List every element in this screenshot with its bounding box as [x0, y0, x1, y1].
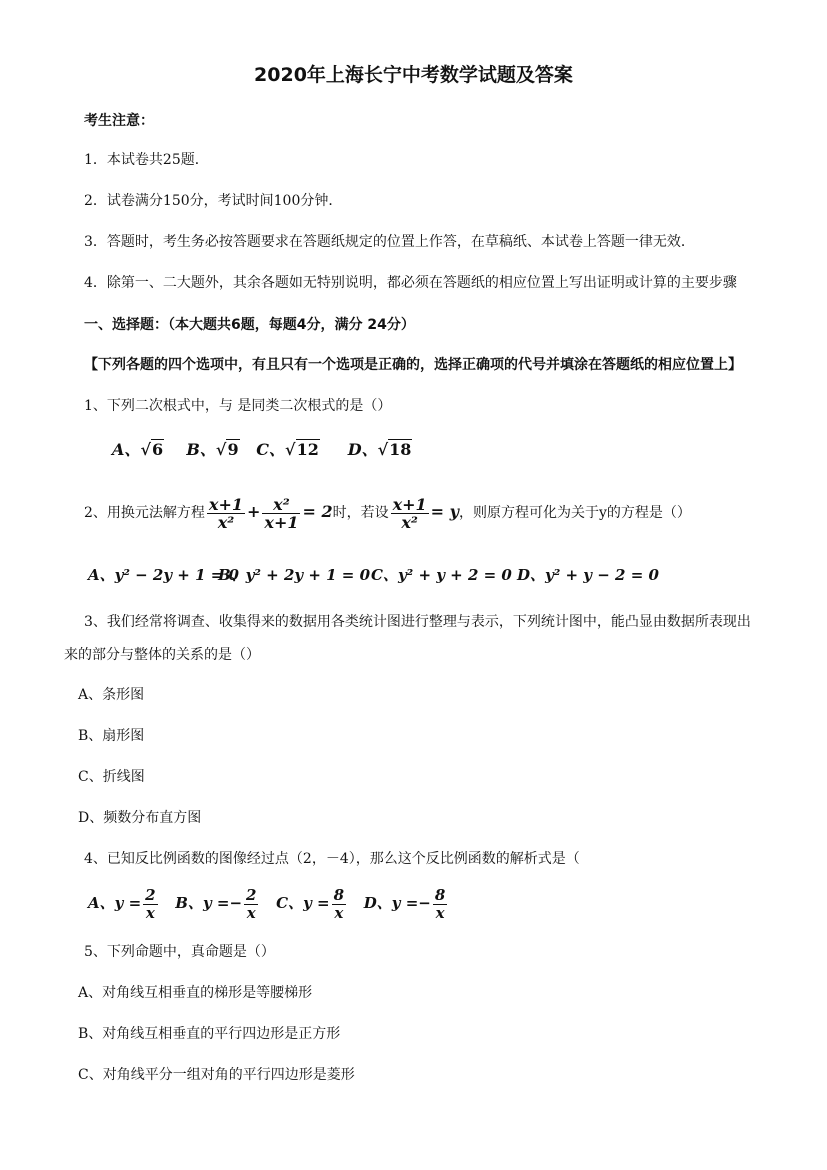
q4-option-d: D、y =− $\frac{8}{x}$	[363, 885, 446, 922]
q1-option-d: D、√18	[347, 440, 412, 459]
notice-4: 4．除第一、二大题外，其余各题如无特别说明，都必须在答题纸的相应位置上写出证明或计算的主要步骤	[84, 275, 737, 291]
q1-options	[112, 441, 412, 459]
notice-3: 3．答题时，考生务必按答题要求在答题纸规定的位置上作答，在草稿纸、本试卷上答题一律无效．	[84, 234, 695, 250]
notice-heading: 考生注意：	[84, 113, 154, 129]
page-title: 2020年上海长宁中考数学试题及答案	[254, 64, 573, 86]
q2-option-c: C、y² + y + 2 = 0	[371, 566, 512, 584]
q1-option-c: C、√12	[256, 440, 319, 459]
q3-option-d: D、频数分布直方图	[78, 810, 202, 826]
q4-stem: 4、已知反比例函数的图像经过点（2，－4），那么这个反比例函数的解析式是（	[84, 851, 580, 867]
q3-stem-line1: 3、我们经常将调查、收集得来的数据用各类统计图进行整理与表示，下列统计图中，能凸显由数据所表现出	[84, 614, 751, 630]
q5-option-c: C、对角线平分一组对角的平行四边形是菱形	[78, 1067, 355, 1083]
q2-stem: 2、用换元法解方程 $\frac{x+1}{\text{x²}}$ + $\frac{\text{x²}}{x+1}$ = 2时，若设 $\frac{x+1}{\text{x²}}$ = y，则原方程可化为关于y的方程是（）	[84, 494, 691, 532]
q3-option-c: C、折线图	[78, 769, 145, 785]
q1-stem: 1、下列二次根式中，与 是同类二次根式的是（）	[84, 398, 392, 414]
q4-options	[88, 883, 449, 923]
q3-stem-line2: 来的部分与整体的关系的是（）	[64, 647, 260, 663]
q2-option-d: D、y² + y − 2 = 0	[517, 566, 659, 584]
q2-option-a: A、y² − 2y + 1 = 0	[88, 566, 239, 584]
q5-option-b: B、对角线互相垂直的平行四边形是正方形	[78, 1026, 341, 1042]
q3-option-b: B、扇形图	[78, 728, 145, 744]
q5-option-a: A、对角线互相垂直的梯形是等腰梯形	[78, 985, 313, 1001]
notice-2: 2．试卷满分150分，考试时间100分钟．	[84, 193, 343, 209]
q4-option-b: B、y =− $\frac{2}{x}$	[175, 885, 257, 922]
section1-instruction: 【下列各题的四个选项中，有且只有一个选项是正确的，选择正确项的代号并填涂在答题纸的相应位置上】	[84, 357, 742, 373]
q3-option-a: A、条形图	[78, 687, 145, 703]
q1-option-b: B、√9	[186, 440, 239, 459]
notice-1: 1．本试卷共25题．	[84, 152, 209, 168]
q4-option-a: A、y = $\frac{2}{x}$	[88, 885, 156, 922]
q1-option-a: A、√6	[112, 440, 164, 459]
section1-heading: 一、选择题：（本大题共6题，每题4分，满分 24分）	[84, 317, 415, 333]
q4-option-c: C、y = $\frac{8}{x}$	[276, 885, 345, 922]
q5-stem: 5、下列命题中，真命题是（）	[84, 944, 275, 960]
q2-option-b: B、y² + 2y + 1 = 0	[218, 566, 371, 584]
